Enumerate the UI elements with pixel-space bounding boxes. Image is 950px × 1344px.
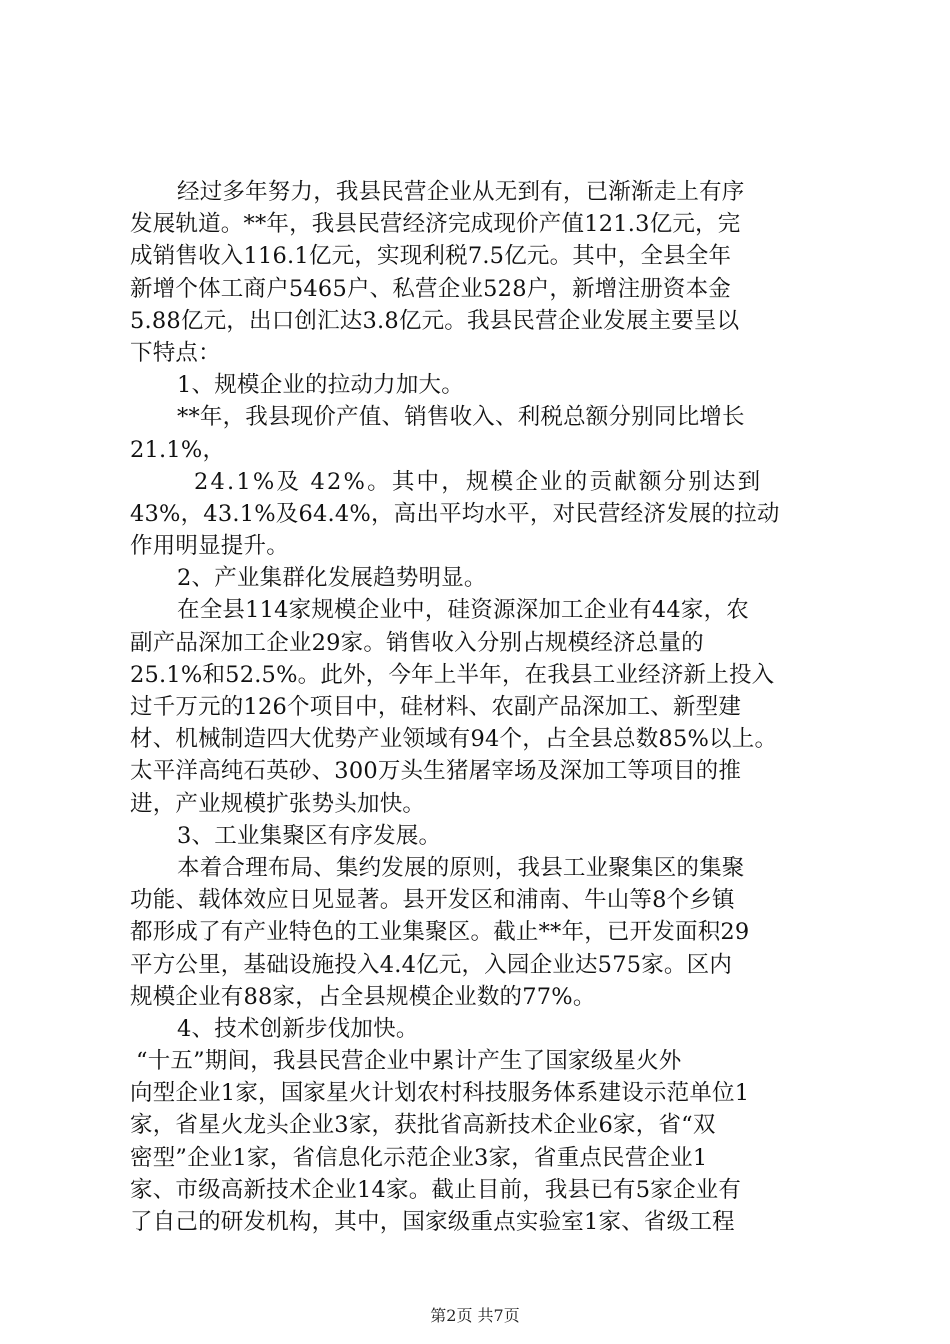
paragraph-line: 平方公里，基础设施投入4.4亿元，入园企业达575家。区内	[130, 951, 733, 978]
section-heading: 4、技术创新步伐加快。	[177, 1015, 419, 1042]
paragraph-line: 副产品深加工企业29家。销售收入分别占规模经济总量的	[130, 629, 704, 656]
paragraph-line: 向型企业1家，国家星火计划农村科技服务体系建设示范单位1	[130, 1080, 750, 1107]
paragraph-line: 密型”企业1家，省信息化示范企业3家，省重点民营企业1	[130, 1144, 708, 1171]
paragraph-line: 进，产业规模扩张势头加快。	[130, 790, 426, 817]
paragraph-line: 发展轨道。**年，我县民营经济完成现价产值121.3亿元，完	[130, 211, 741, 238]
section-heading: 1、规模企业的拉动力加大。	[177, 372, 464, 399]
paragraph-line: 都形成了有产业特色的工业集聚区。截止**年，已开发面积29	[130, 919, 750, 946]
section-heading: 2、产业集群化发展趋势明显。	[177, 565, 487, 592]
paragraph-line: 过千万元的126个项目中，硅材料、农副产品深加工、新型建	[130, 694, 742, 720]
page-number-footer: 第2页 共7页	[430, 1306, 520, 1325]
paragraph-line: 了自己的研发机构，其中，国家级重点实验室1家、省级工程	[130, 1209, 735, 1235]
paragraph-line: 25.1%和52.5%。此外，今年上半年，在我县工业经济新上投入	[130, 661, 775, 688]
paragraph-line: 24.1%及 42%。其中，规模企业的贡献额分别达到	[194, 468, 763, 495]
section-heading: 3、工业集聚区有序发展。	[177, 822, 442, 849]
paragraph-line: 21.1%，	[130, 436, 226, 463]
paragraph-line: 材、机械制造四大优势产业领域有94个，占全县总数85%以上。	[130, 726, 778, 753]
paragraph-line: 家，省星火龙头企业3家，获批省高新技术企业6家，省“双	[130, 1112, 716, 1139]
paragraph-line: 新增个体工商户5465户、私营企业528户，新增注册资本金	[130, 275, 732, 302]
paragraph-line: 本着合理布局、集约发展的原则，我县工业聚集区的集聚	[177, 854, 745, 881]
paragraph-line: 下特点：	[130, 339, 221, 366]
paragraph-line: 5.88亿元，出口创汇达3.8亿元。我县民营企业发展主要呈以	[130, 307, 740, 334]
paragraph-line: 作用明显提升。	[130, 533, 289, 560]
paragraph-line: 在全县114家规模企业中，硅资源深加工企业有44家，农	[177, 597, 749, 624]
paragraph-line: **年，我县现价产值、销售收入、利税总额分别同比增长	[177, 404, 745, 431]
paragraph-line: 43%，43.1%及64.4%，高出平均水平，对民营经济发展的拉动	[130, 500, 780, 527]
paragraph-line: 规模企业有88家，占全县规模企业数的77%。	[130, 983, 596, 1010]
paragraph-line: 成销售收入116.1亿元，实现利税7.5亿元。其中，全县全年	[130, 243, 732, 270]
paragraph-line: 功能、载体效应日见显著。县开发区和浦南、牛山等8个乡镇	[130, 887, 735, 914]
paragraph-line: “十五”期间，我县民营企业中累计产生了国家级星火外	[136, 1048, 682, 1075]
document-body	[130, 176, 830, 1238]
paragraph-line: 太平洋高纯石英砂、300万头生猪屠宰场及深加工等项目的推	[130, 758, 742, 785]
paragraph-line: 家、市级高新技术企业14家。截止目前，我县已有5家企业有	[130, 1176, 742, 1203]
paragraph-line: 经过多年努力，我县民营企业从无到有，已渐渐走上有序	[177, 179, 745, 205]
